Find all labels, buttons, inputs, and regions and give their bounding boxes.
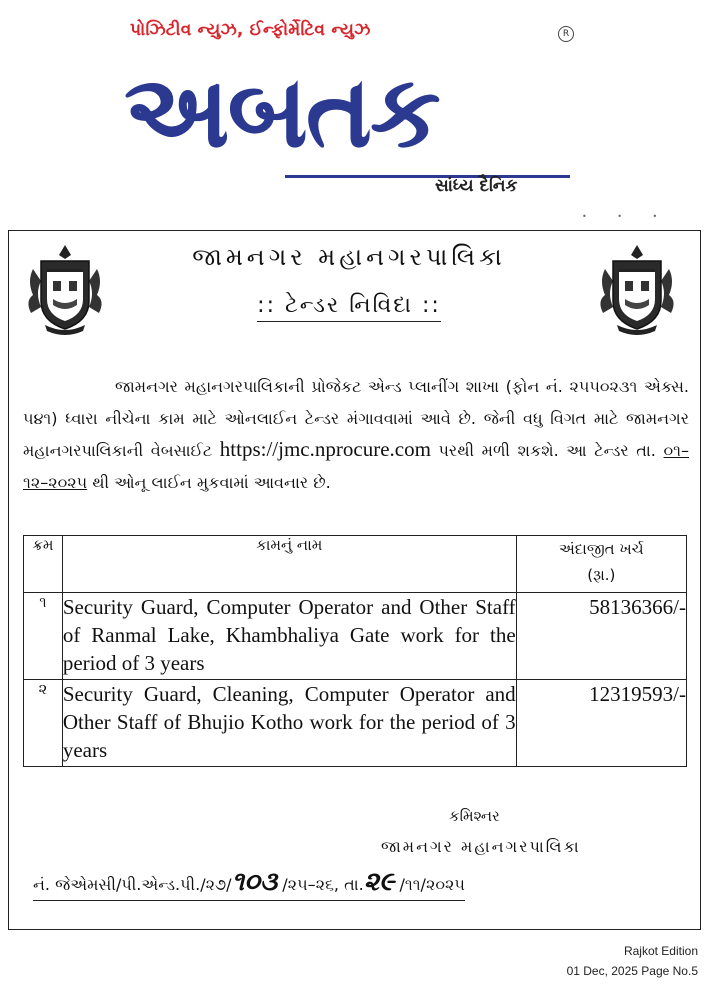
website-url: https://jmc.nprocure.com <box>219 437 431 461</box>
notice-body-part3: થી ઓનૂ લાઈન મુકવામાં આવનાર છે. <box>87 472 331 492</box>
newspaper-logo: અબતક <box>124 53 439 170</box>
masthead <box>124 14 580 204</box>
notice-body <box>23 371 689 498</box>
ref-handwritten-number: ૧૦૩ <box>231 867 278 897</box>
header-estimated-cost <box>516 536 686 593</box>
notice-title <box>129 293 569 318</box>
signatory-designation: કમિશ્નર <box>449 807 500 825</box>
logo-underline <box>285 175 570 178</box>
page-edge-marks: • • • <box>582 212 672 221</box>
tender-date: ૦૧–૧૨–૨૦૨૫ <box>23 441 689 492</box>
row-cost: 58136366/- <box>516 593 686 680</box>
organization-title: જામનગર મહાનગરપાલિકા <box>192 243 506 271</box>
notice-title-text: :: ટેન્ડર નિવિદા :: <box>257 293 441 322</box>
header-cost-line2: (રૂા.) <box>587 566 616 584</box>
table-header-row <box>24 536 687 593</box>
jmc-crest-icon <box>23 241 107 337</box>
header-no: ક્રમ <box>24 536 63 593</box>
row-work-name: Security Guard, Computer Operator and Other Staff of Ranmal Lake, Khambhaliya Gate work for the period of 3 years <box>62 593 516 680</box>
ref-handwritten-day: ૨૯ <box>363 867 395 897</box>
ref-suffix: /૧૧/૨૦૨૫ <box>394 875 465 894</box>
ref-prefix: નં. જેએમસી/પી.એન્ડ.પી./૨૭/ <box>33 875 232 894</box>
tender-notice <box>8 230 701 930</box>
page-info: 01 Dec, 2025 Page No.5 <box>566 964 698 978</box>
signatory-organization: જામનગર મહાનગરપાલિકા <box>381 837 581 856</box>
header-work-name: કામનું નામ <box>62 536 516 593</box>
table-row <box>24 680 687 767</box>
row-number: ૧ <box>24 593 63 680</box>
edition-type-label: સાંધ્ય દૈનિક <box>435 176 518 196</box>
ref-middle: /૨૫–૨૬, તા. <box>277 875 364 894</box>
registered-mark-icon: R <box>558 26 574 42</box>
edition-label: Rajkot Edition <box>623 944 698 958</box>
table-row <box>24 593 687 680</box>
row-work-name: Security Guard, Cleaning, Computer Operator and Other Staff of Bhujio Kotho work for the period of 3 years <box>62 680 516 767</box>
row-cost: 12319593/- <box>516 680 686 767</box>
notice-body-part1: જામનગર મહાનગરપાલિકાની પ્રોજેકટ એન્ડ પ્લાનીંગ શાખા (ફોન નં. ૨૫૫૦૨૩૧ એક્સ. ૫૪૧) ધ્વારા નીચેના કામ માટે ઓનલાઈન ટેન્ડર મંગાવવામાં આવે છે. જેની વધુ વિગત માટે જામનગર મહાનગરપાલિકાની વેબસાઈટ <box>23 377 689 460</box>
header-cost-line1: અંદાજીત ખર્ચ <box>558 540 644 558</box>
tender-table <box>23 535 687 767</box>
notice-body-part2: પરથી મળી શકશે. આ ટેન્ડર તા. <box>430 441 664 460</box>
masthead-tagline: પોઝિટીવ ન્યુઝ, ઈન્ફોર્મેટિવ ન્યુઝ <box>130 20 371 40</box>
row-number: ૨ <box>24 680 63 767</box>
reference-number <box>33 867 465 901</box>
jmc-crest-icon <box>595 241 679 337</box>
